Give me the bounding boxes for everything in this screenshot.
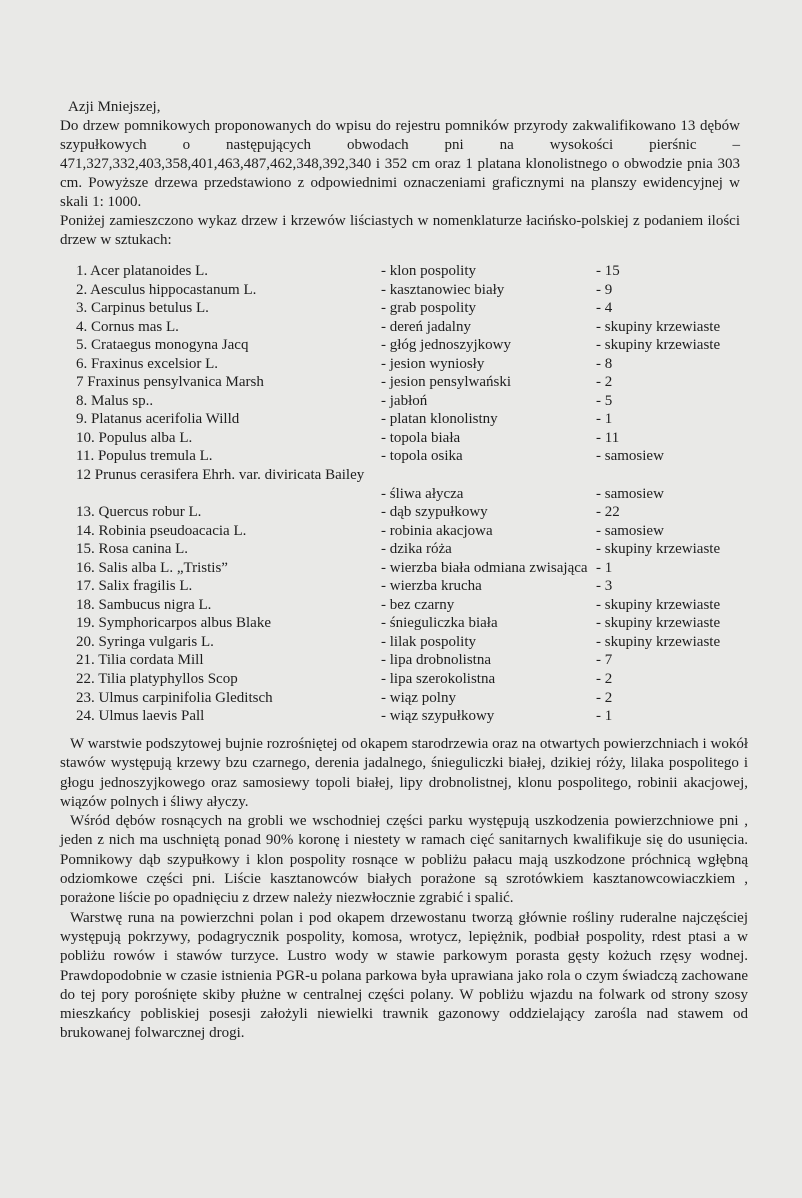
species-list — [76, 262, 756, 726]
latin-name: 7 Fraxinus pensylvanica Marsh — [76, 374, 264, 391]
species-row — [76, 299, 756, 318]
species-row — [76, 540, 756, 559]
latin-name: 24. Ulmus laevis Pall — [76, 708, 205, 725]
polish-name: - jabłoń — [381, 392, 428, 409]
quantity: - 11 — [596, 429, 620, 446]
quantity: - 7 — [596, 652, 613, 669]
description-section — [60, 735, 748, 1044]
polish-name: - wiąz szypułkowy — [381, 708, 495, 725]
polish-name: - bez czarny — [381, 596, 455, 613]
quantity: - 2 — [596, 374, 613, 391]
quantity: - 9 — [596, 281, 613, 298]
quantity: - 1 — [596, 411, 613, 428]
quantity: - skupiny krzewiaste — [596, 541, 721, 558]
latin-name: 5. Crataegus monogyna Jacq — [76, 337, 249, 354]
quantity: - skupiny krzewiaste — [596, 318, 721, 335]
quantity: - skupiny krzewiaste — [596, 337, 721, 354]
latin-name: 17. Salix fragilis L. — [76, 578, 193, 595]
latin-name: 15. Rosa canina L. — [76, 541, 189, 558]
polish-name: - dąb szypułkowy — [381, 504, 488, 521]
intro-paragraph-2: Poniżej zamieszczono wykaz drzew i krzewów liściastych w nomenklaturze łacińsko-polskiej z podaniem ilości drzew w sztukach: — [60, 213, 740, 248]
species-row — [76, 447, 756, 466]
species-row — [76, 633, 756, 652]
species-row — [76, 670, 756, 689]
quantity: - 1 — [596, 708, 613, 725]
latin-name: 2. Aesculus hippocastanum L. — [76, 281, 257, 298]
quantity: - 3 — [596, 578, 613, 595]
quantity: - 15 — [596, 263, 620, 279]
latin-name: 21. Tilia cordata Mill — [76, 652, 204, 669]
species-row — [76, 577, 756, 596]
polish-name: - wierzba krucha — [381, 578, 482, 595]
species-row — [76, 503, 756, 522]
species-row — [76, 614, 756, 633]
quantity: - 4 — [596, 300, 613, 317]
species-row — [76, 707, 756, 726]
polish-name: - lilak pospolity — [381, 633, 476, 650]
quantity: - samosiew — [596, 522, 664, 539]
salutation-line: Azji Mniejszej, — [68, 99, 161, 115]
polish-name: - platan klonolistny — [381, 411, 498, 428]
polish-name: - lipa szerokolistna — [381, 671, 496, 688]
polish-name: - jesion pensylwański — [381, 374, 511, 391]
polish-name: - dereń jadalny — [381, 318, 471, 335]
description-paragraph-2: Wśród dębów rosnących na grobli we wschodniej części parku występują uszkodzenia powierzchniowe pni , jeden z nich ma uschniętą ponad 90% koronę i niestety w ramach cięć sanitarnych kwalifikuje się do usunięcia. Pomnikowy dąb szypułkowy i klon pospolity rosnące w pobliżu pałacu mają uszkodzone próchnicą wgłębną odziomkowe części pni. Liście kasztanowców białych porażone są szrotówkiem kasztanowcowiaczkiem , porażone liście po opadnięciu z drzew należy niezwłocznie zgrabić i spalić. — [60, 813, 748, 907]
polish-name: - wierzba biała odmiana zwisająca — [381, 559, 588, 576]
polish-name: - lipa drobnolistna — [381, 652, 491, 669]
intro-section — [60, 98, 740, 250]
species-row — [76, 522, 756, 541]
polish-name: - jesion wyniosły — [381, 355, 485, 372]
latin-name: 3. Carpinus betulus L. — [76, 300, 209, 317]
latin-name: 1. Acer platanoides L. — [76, 263, 209, 279]
quantity: - 2 — [596, 671, 613, 688]
species-row — [76, 373, 756, 392]
polish-name: - klon pospolity — [381, 263, 477, 279]
species-row — [76, 689, 756, 708]
species-row — [76, 336, 756, 355]
polish-name: - topola biała — [381, 429, 461, 446]
description-paragraph-1: W warstwie podszytowej bujnie rozrośniętej od okapem starodrzewia oraz na otwartych powierzchniach i wokół stawów występują krzewy bzu czarnego, derenia jadalnego, śnieguliczki białej, dzikiej róży, lilaka pospolitego i głogu jednoszyjkowego oraz samosiewy topoli białej, lipy drobnolistnej, klonu pospolitego, robinii akacjowej, wiązów polnych i śliwy ałyczy. — [60, 736, 748, 810]
latin-name: 6. Fraxinus excelsior L. — [76, 355, 219, 372]
quantity: - samosiew — [596, 485, 664, 502]
species-row — [76, 429, 756, 448]
latin-name: 22. Tilia platyphyllos Scop — [76, 671, 238, 688]
latin-name: 10. Populus alba L. — [76, 429, 193, 446]
latin-name: 18. Sambucus nigra L. — [76, 596, 212, 613]
species-row — [76, 410, 756, 429]
latin-name: 19. Symphoricarpos albus Blake — [76, 615, 271, 632]
latin-name: 16. Salis alba L. „Tristis” — [76, 559, 228, 576]
polish-name: - dzika róża — [381, 541, 452, 558]
quantity: - 5 — [596, 392, 613, 409]
latin-name: 9. Platanus acerifolia Willd — [76, 411, 240, 428]
species-row — [76, 281, 756, 300]
latin-name: 11. Populus tremula L. — [76, 448, 213, 465]
latin-name: 23. Ulmus carpinifolia Gleditsch — [76, 689, 273, 706]
polish-name: - robinia akacjowa — [381, 522, 493, 539]
quantity: - skupiny krzewiaste — [596, 596, 721, 613]
species-row — [76, 559, 756, 578]
latin-name: 12 Prunus cerasifera Ehrh. var. diviricata Bailey — [76, 467, 365, 484]
species-row — [76, 466, 756, 503]
species-row — [76, 355, 756, 374]
latin-name: 4. Cornus mas L. — [76, 318, 179, 335]
quantity: - skupiny krzewiaste — [596, 633, 721, 650]
description-paragraph-3: Warstwę runa na powierzchni polan i pod okapem drzewostanu tworzą głównie rośliny ruderalne najczęściej występują pokrzywy, podagrycznik pospolity, komosa, wrotycz, lepiężnik, podbiał pospolity, rdest ptasi a w pobliżu rowów i stawów turzyce. Lustro wody w stawie parkowym porasta gęsty kożuch rzęsy wodnej. Prawdopodobnie w czasie istnienia PGR-u polana parkowa była uprawiana jako rola o czym świadczą zachowane do tej pory porośnięte skiby płużne w centralnej części polany. W pobliżu wjazdu na folwark od strony szosy mieszkańcy pobliskiej posesji założyli niewielki trawnik gazonowy oddzielający zarośla nad stawem od brukowanej folwarcznej drogi. — [60, 909, 748, 1042]
polish-name: - grab pospolity — [381, 300, 476, 317]
polish-name: - głóg jednoszyjkowy — [381, 337, 511, 354]
polish-name: - wiąz polny — [381, 689, 456, 706]
latin-name: 8. Malus sp.. — [76, 392, 154, 409]
species-row — [76, 392, 756, 411]
species-row — [76, 318, 756, 337]
latin-name: 13. Quercus robur L. — [76, 504, 202, 521]
species-row — [76, 596, 756, 615]
latin-name: 14. Robinia pseudoacacia L. — [76, 522, 247, 539]
quantity: - 22 — [596, 504, 620, 521]
quantity: - 8 — [596, 355, 613, 372]
species-row — [76, 651, 756, 670]
quantity: - 2 — [596, 689, 613, 706]
polish-name: - śnieguliczka biała — [381, 615, 498, 632]
intro-paragraph-1: Do drzew pomnikowych proponowanych do wpisu do rejestru pomników przyrody zakwalifikowano 13 dębów szypułkowych o następujących obwodach pni na wysokości pierśnic – 471,327,332,403,358,401,463,487,462,348,392,340 i 352 cm oraz 1 platana klonolistnego o obwodzie pnia 303 cm. Powyższe drzewa przedstawiono z odpowiednimi oznaczeniami graficznymi na planszy ewidencyjnej w skali 1: 1000. — [60, 118, 740, 210]
polish-name: - śliwa ałycza — [381, 485, 464, 502]
quantity: - samosiew — [596, 448, 664, 465]
polish-name: - topola osika — [381, 448, 463, 465]
quantity: - 1 — [596, 559, 613, 576]
quantity: - skupiny krzewiaste — [596, 615, 721, 632]
latin-name: 20. Syringa vulgaris L. — [76, 633, 214, 650]
polish-name: - kasztanowiec biały — [381, 281, 505, 298]
species-row — [76, 262, 756, 281]
